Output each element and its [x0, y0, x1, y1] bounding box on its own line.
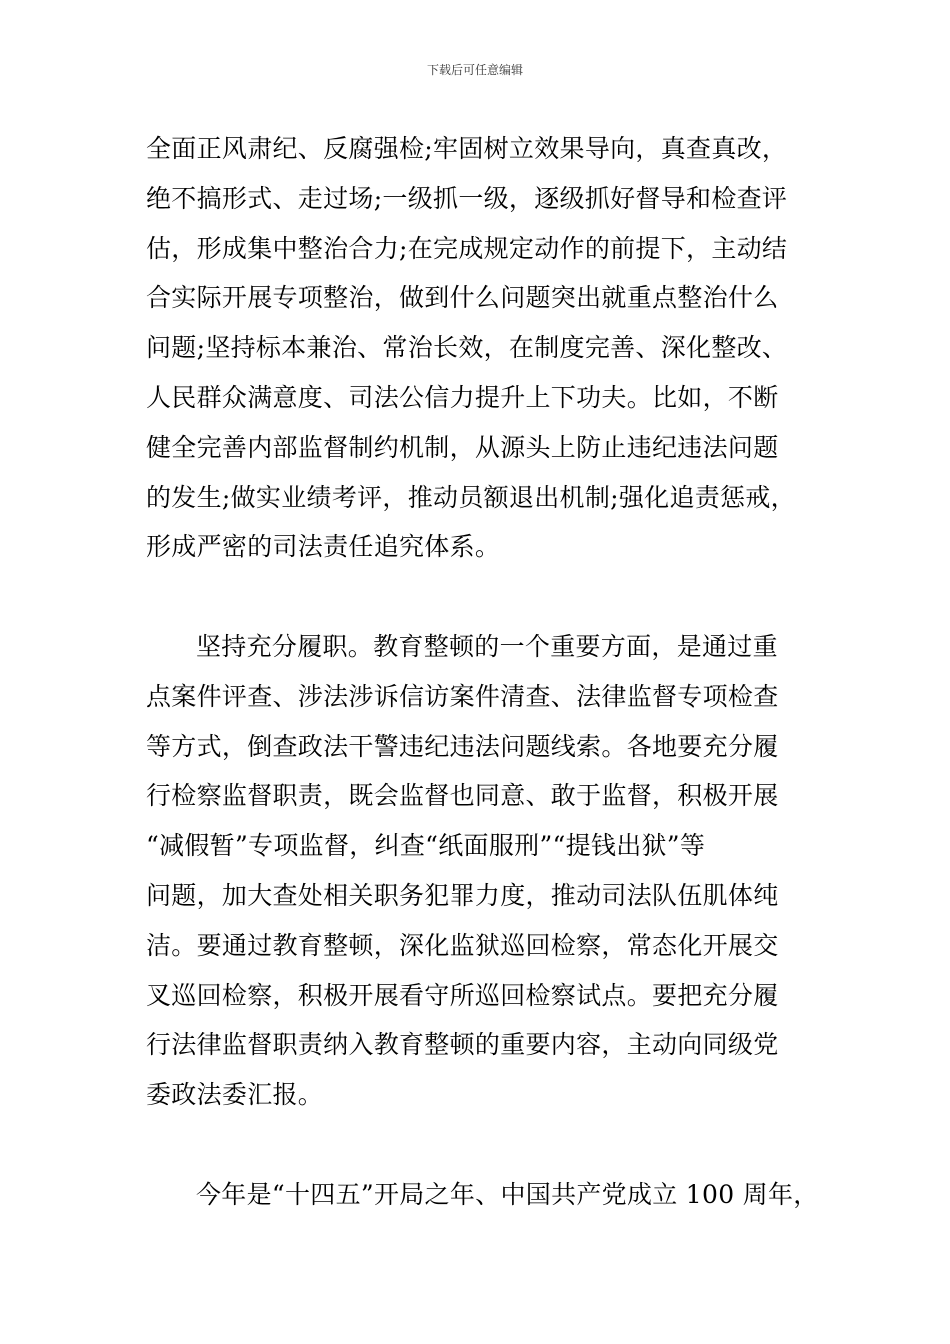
text-line: 问题;坚持标本兼治、常治长效，在制度完善、深化整改、	[146, 333, 788, 363]
text-line: 形成严密的司法责任追究体系。	[146, 532, 501, 562]
page-header: 下载后可任意编辑	[426, 63, 523, 77]
text-line: 坚持充分履职。教育整顿的一个重要方面，是通过重	[196, 631, 778, 661]
text-line: “减假暂”专项监督，纠查“纸面服刑”“提钱出狱”等	[146, 831, 706, 861]
text-line: 委政法委汇报。	[146, 1080, 324, 1110]
paragraph-spacer	[146, 572, 836, 622]
document-body	[146, 124, 836, 1220]
paragraph	[146, 622, 836, 1120]
paragraph	[146, 1170, 836, 1220]
text-line: 全面正风肃纪、反腐强检;牢固树立效果导向，真查真改，	[146, 134, 788, 163]
text-line: 点案件评查、涉法涉诉信访案件清查、法律监督专项检查	[146, 681, 779, 711]
text-line: 今年是“十四五”开局之年、中国共产党成立 100 周年，	[196, 1179, 819, 1209]
text-line: 行法律监督职责纳入教育整顿的重要内容，主动向同级党	[146, 1030, 779, 1060]
text-line: 人民群众满意度、司法公信力提升上下功夫。比如，不断	[146, 382, 779, 412]
text-line: 的发生;做实业绩考评，推动员额退出机制;强化追责惩戒，	[146, 482, 796, 512]
paragraph-spacer	[146, 1120, 836, 1170]
paragraph	[146, 124, 836, 572]
text-line: 绝不搞形式、走过场;一级抓一级，逐级抓好督导和检查评	[146, 183, 788, 213]
text-line: 健全完善内部监督制约机制，从源头上防止违纪违法问题	[146, 432, 779, 462]
text-line: 叉巡回检察，积极开展看守所巡回检察试点。要把充分履	[146, 980, 779, 1010]
text-line: 估，形成集中整治合力;在完成规定动作的前提下，主动结	[146, 233, 788, 263]
text-line: 等方式，倒查政法干警违纪违法问题线索。各地要充分履	[146, 731, 779, 761]
text-line: 洁。要通过教育整顿，深化监狱巡回检察，常态化开展交	[146, 930, 779, 960]
text-line: 行检察监督职责，既会监督也同意、敢于监督，积极开展	[146, 781, 779, 811]
text-line: 合实际开展专项整治，做到什么问题突出就重点整治什么	[146, 283, 779, 313]
text-line: 问题，加大查处相关职务犯罪力度，推动司法队伍肌体纯	[146, 880, 779, 910]
